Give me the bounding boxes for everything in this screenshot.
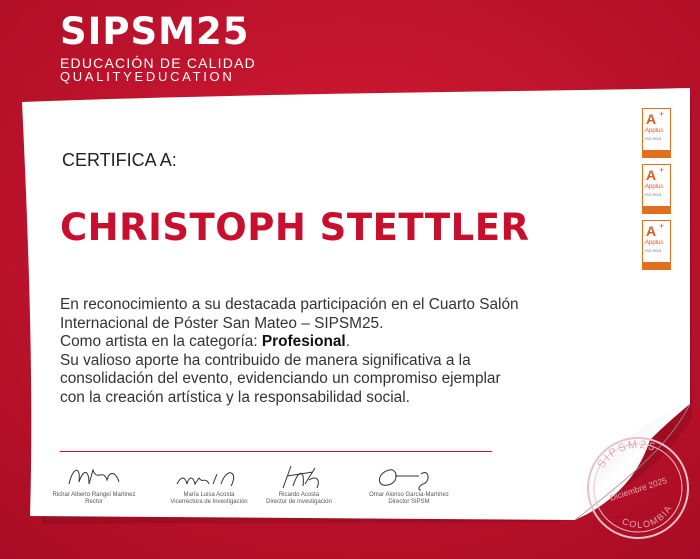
signature-scribble (369, 462, 449, 492)
signer-role: Vicerrectora de Investigación (170, 499, 248, 505)
signer-name: Omar Alonso García-Martínez (369, 492, 449, 498)
category-prefix: Como artista en la categoría: (60, 333, 262, 350)
signer-role: Director SIPSM (388, 499, 430, 505)
category-value: Profesional (261, 333, 346, 350)
signer-role: Director de investigación (266, 499, 332, 505)
applus-badge (642, 108, 671, 158)
badge-bar (643, 206, 670, 213)
brand-subtitle-es: EDUCACIÓN DE CALIDAD (60, 55, 256, 71)
iso-standard: ISO 9001 (645, 192, 662, 197)
signature-director-sipsm (344, 462, 474, 506)
applus-brand: Applus (645, 128, 664, 134)
event-seal (582, 432, 694, 544)
seal-country: COLOMBIA (620, 502, 674, 530)
signature-divider (60, 451, 492, 452)
signature-director-investigacion (244, 462, 354, 506)
certifica-label: CERTIFICA A: (62, 150, 177, 170)
applus-badge (642, 164, 671, 214)
signer-name: María Luisa Acosta (183, 492, 235, 498)
signer-name: Richar Alberto Rangel Martinez (52, 492, 136, 498)
body-line-recognition: En reconocimiento a su destacada participación en el Cuarto Salón Internacional de Póster San Mateo – SIPSM25. (60, 296, 519, 332)
svg-text:COLOMBIA (618, 501, 677, 537)
body-line-category (60, 333, 520, 352)
recipient-name: CHRISTOPH STETTLER (60, 206, 530, 249)
certificate-body (60, 296, 520, 407)
signer-name: Ricardo Acosta (278, 492, 320, 498)
applus-plus-mark: + (659, 165, 665, 175)
brand-subtitle-en: QUALITYEDUCATION (60, 69, 235, 84)
iso-standard: ISO 9001 (645, 248, 662, 253)
applus-a-mark: A (646, 167, 657, 183)
seal-date: Diciembre 2025 (608, 474, 669, 503)
applus-a-mark: A (646, 111, 657, 127)
applus-brand: Applus (645, 240, 664, 246)
iso-standard: ISO 9001 (645, 136, 662, 141)
applus-badge (642, 220, 671, 270)
applus-plus-mark: + (659, 109, 665, 119)
signature-scribble (269, 462, 329, 492)
applus-a-mark: A (646, 223, 657, 239)
certification-badges (642, 108, 672, 276)
body-line-contribution: Su valioso aporte ha contribuido de manera significativa a la consolidación del evento, evidenciando un compromiso ejemplar con la creación artística y la responsabilidad social. (60, 351, 501, 406)
seal-top-text: SIPSM25 (595, 438, 659, 471)
brand-title: SIPSM25 (60, 10, 250, 53)
badge-bar (643, 262, 670, 269)
category-suffix: . (345, 333, 350, 350)
badge-bar (643, 150, 670, 157)
signature-scribble (169, 462, 249, 492)
signature-scribble (59, 462, 129, 492)
applus-plus-mark: + (659, 221, 665, 231)
applus-brand: Applus (645, 184, 664, 190)
signer-role: Rector (85, 499, 103, 505)
signature-rector (24, 462, 164, 506)
brand-logo (60, 12, 256, 84)
